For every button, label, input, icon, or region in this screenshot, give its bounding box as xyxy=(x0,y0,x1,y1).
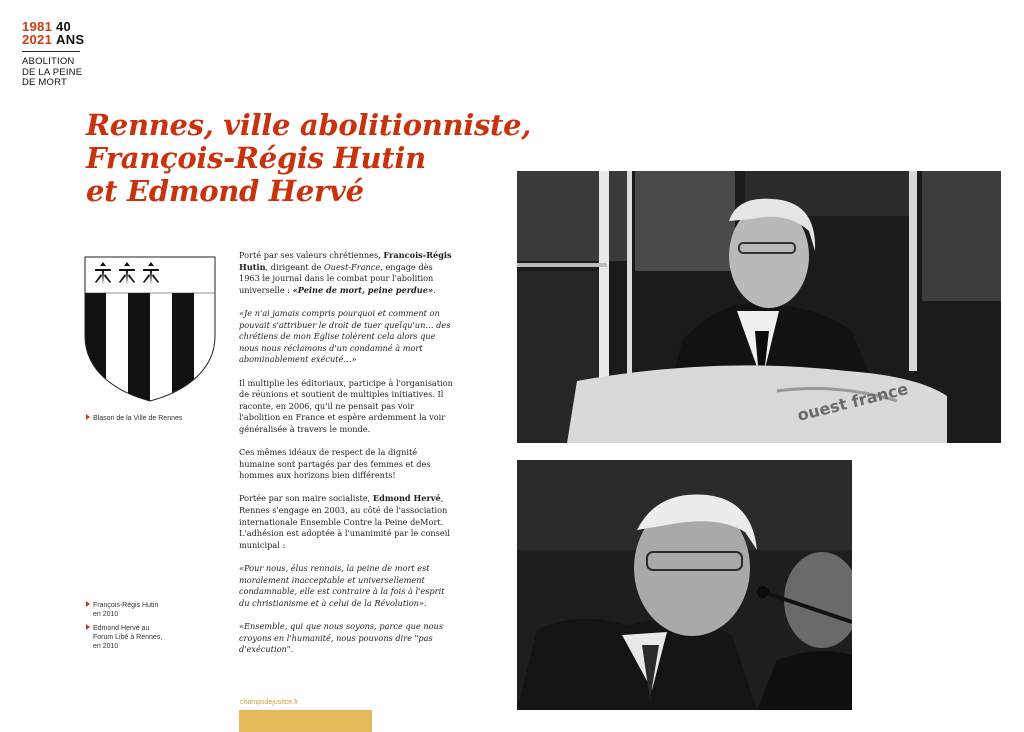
p1-text-a: Porté par ses valeurs chrétiennes, xyxy=(239,250,384,260)
logo-divider xyxy=(22,51,80,52)
title-line-2: François-Régis Hutin xyxy=(86,141,426,175)
title-line-1: Rennes, ville abolitionniste, xyxy=(86,108,532,142)
footer-bar xyxy=(239,710,372,732)
caption-hutin-year: en 2010 xyxy=(93,611,119,618)
title-line-3: et Edmond Hervé xyxy=(86,174,364,208)
p5-text-a: Portée par son maire socialiste, xyxy=(239,493,373,504)
logo-subtitle-1: ABOLITION xyxy=(22,56,75,67)
newspaper-masthead: ouest france xyxy=(795,379,910,425)
paragraph-6-quote: «Pour nous, élus rennais, la peine de mort est moralement inacceptable et universellement condamnable, elle est contraire à la fois à l'esprit du christianisme et à celui de la Révolution». xyxy=(239,563,445,608)
caption-blason xyxy=(86,414,182,423)
logo-subtitle-2: DE LA PEINE xyxy=(22,66,83,78)
logo-anniversary-unit: ANS xyxy=(56,32,85,47)
caption-blason-text: Blason de la Ville de Rennes xyxy=(93,415,183,422)
p5-name: Edmond Hervé xyxy=(372,493,441,504)
caption-hutin-name: François-Régis Hutin xyxy=(93,602,159,609)
caption-herve-year: en 2010 xyxy=(93,643,119,650)
caption-hutin xyxy=(86,601,166,619)
p1-slogan: «Peine de mort, peine perdue» xyxy=(292,284,434,295)
logo-subtitle-3: DE MORT xyxy=(22,77,68,88)
anniversary-logo xyxy=(22,20,84,89)
paragraph-3: Il multiplie les éditoriaux, participe à l'organisation de réunions et soutient de multiples initiatives. Il raconte, en 2006, qu'il ne pensait pas voir l'abolition en France et espère ardemment la voir généralisée à travers le monde. xyxy=(239,377,453,434)
p1-paper: Ouest-France xyxy=(323,261,381,272)
photo-herve xyxy=(517,460,852,710)
paragraph-5 xyxy=(239,493,453,551)
paragraph-4: Ces mêmes idéaux de respect de la dignité humaine sont partagés par des femmes et des hommes aux horizons bien différents! xyxy=(239,447,431,481)
p5-text-b: , Rennes s'engage en 2003, au côté de l'association internationale Ensemble Contre la Peine deMort. L'adhésion est adoptée à l'unanimité par le conseil municipal : xyxy=(239,493,450,550)
caption-herve-name: Edmond Hervé au xyxy=(93,625,150,632)
p1-text-c: , engage dès 1963 le journal dans le combat pour l'abolition universelle : xyxy=(239,261,434,295)
page-title xyxy=(86,108,532,208)
caption-herve xyxy=(86,624,166,651)
p1-end: . xyxy=(433,284,436,295)
caption-herve-place: Forum Libé à Rennes, xyxy=(93,634,163,641)
paragraph-1 xyxy=(239,250,453,296)
caption-marker-icon xyxy=(86,624,90,630)
logo-year-end: 2021 xyxy=(22,32,53,47)
caption-marker-icon xyxy=(86,414,90,420)
footer-url[interactable]: champsdejustice.fr xyxy=(240,699,299,706)
article-body xyxy=(239,250,453,667)
rennes-coat-of-arms xyxy=(84,256,216,402)
paragraph-7-quote: «Ensemble, qui que nous soyons, parce que nous croyons en l'humanité, nous pouvons dire "pas d'exécution". xyxy=(239,621,444,655)
photo-hutin xyxy=(517,171,1001,443)
logo-year-start: 1981 xyxy=(22,19,53,34)
p1-name: Francois-Régis Hutin xyxy=(239,250,452,272)
paragraph-2-quote: «Je n'ai jamais compris pourquoi et comment on pouvait s'attribuer le droit de tuer quelqu'un… des chrétiens de mon Église tolèrent cela alors que nous nous réclamons d'un condamné à mort abominablement exécuté…» xyxy=(239,307,451,365)
caption-marker-icon xyxy=(86,601,90,607)
logo-anniversary-number: 40 xyxy=(56,19,72,34)
p1-text-b: , dirigeant de xyxy=(265,261,324,272)
